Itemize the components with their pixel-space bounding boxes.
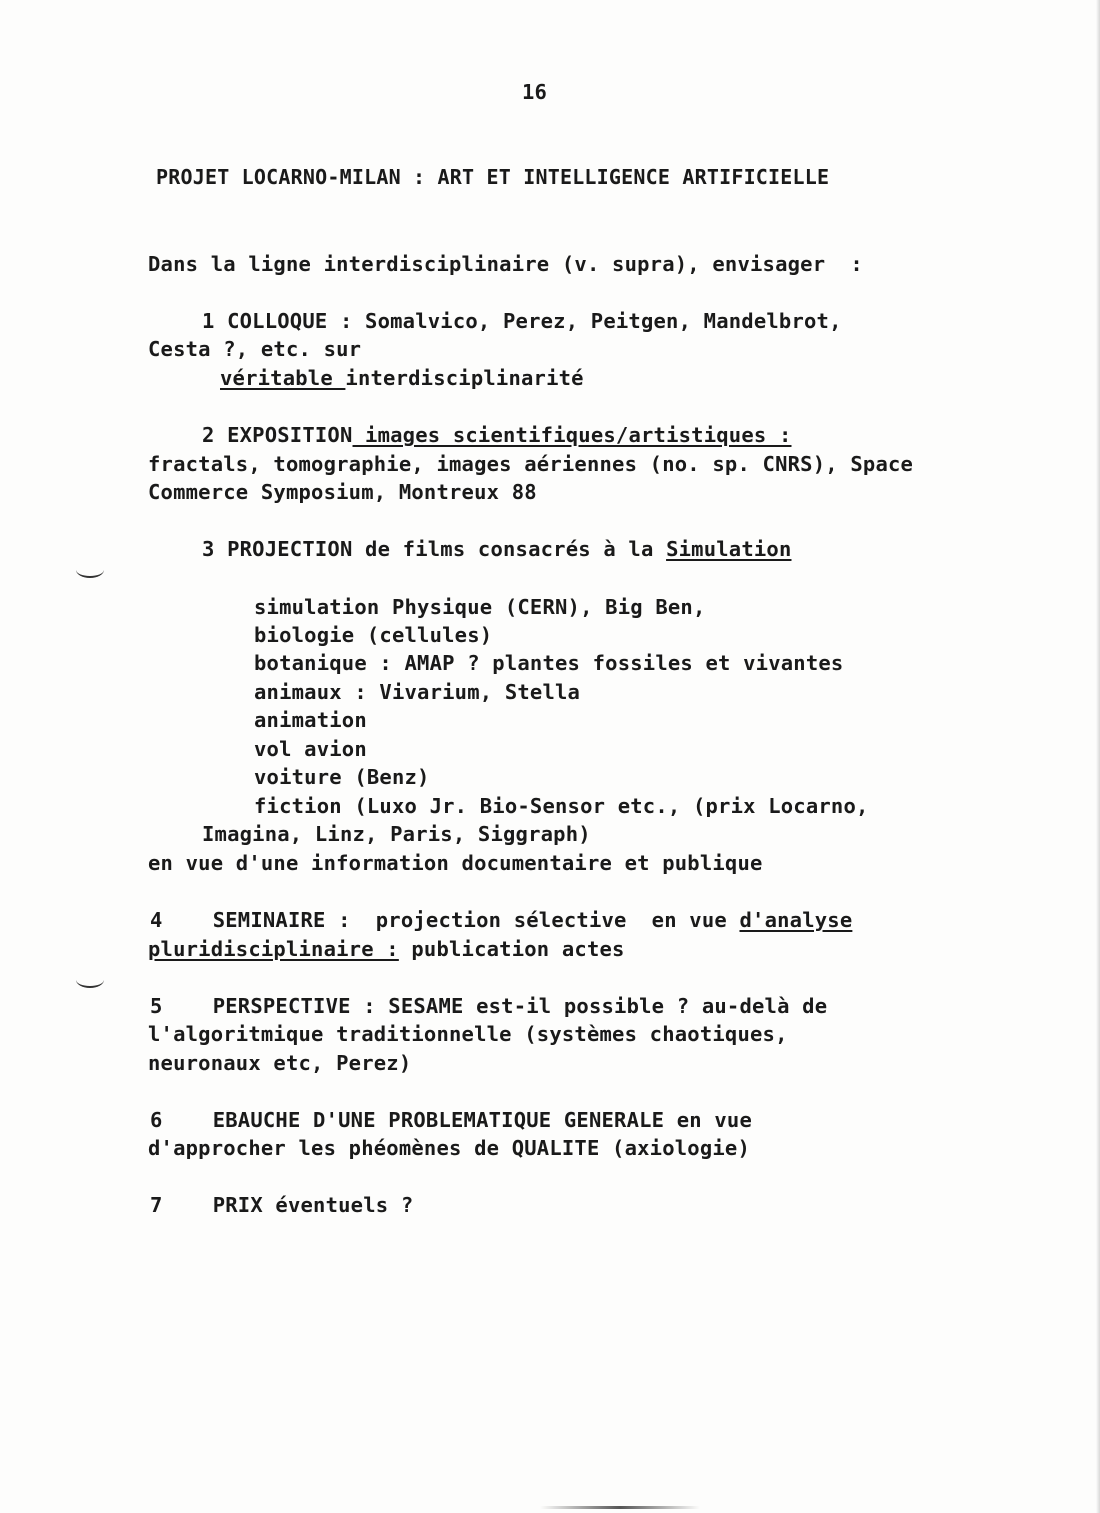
item3-tail: en vue d'une information documentaire et publique [148,851,763,875]
item1-line1: 1 COLLOQUE : Somalvico, Perez, Peitgen, Mandelbrot, [202,309,842,333]
page-number: 16 [522,80,548,104]
film-list-item: biologie (cellules) [254,623,493,647]
film-list-item: voiture (Benz) [254,765,430,789]
item1-underlined: véritable [220,366,346,390]
item4-line1-text: 4 SEMINAIRE : projection sélective en vue [150,908,740,932]
item6-line1: 6 EBAUCHE D'UNE PROBLEMATIQUE GENERALE en vue [150,1108,753,1132]
film-list-item: animaux : Vivarium, Stella [254,680,581,704]
film-list-item: fiction (Luxo Jr. Bio-Sensor etc., (prix Locarno, [254,794,869,818]
item3-line1 [202,535,791,563]
punch-hole-mark [76,972,104,988]
film-list-item: botanique : AMAP ? plantes fossiles et vivantes [254,651,844,675]
item5-line1: 5 PERSPECTIVE : SESAME est-il possible ? au-delà de [150,994,828,1018]
punch-hole-mark [76,562,104,578]
item2-line1 [202,421,792,449]
item3-underlined: Simulation [666,537,792,561]
item7-line1: 7 PRIX éventuels ? [150,1193,414,1217]
item2-line3: Commerce Symposium, Montreux 88 [148,480,537,504]
item1-line3-text: interdisciplinarité [345,366,584,390]
item4-line2 [148,935,625,963]
item4-line2-text: publication actes [398,937,625,961]
film-list-item: animation [254,708,367,732]
item1-line2: Cesta ?, etc. sur [148,337,362,361]
item4-underlined-1: d'analyse [739,908,853,932]
item2-line2: fractals, tomographie, images aériennes (no. sp. CNRS), Space [148,452,914,476]
page-edge-shadow [1096,0,1100,1513]
item2-underlined: images scientifiques/artistiques : [352,423,792,447]
bottom-edge-mark [540,1506,700,1509]
item5-line2: l'algoritmique traditionnelle (systèmes chaotiques, [148,1022,788,1046]
intro-text: Dans la ligne interdisciplinaire (v. supra), envisager : [148,252,863,276]
film-list-item: vol avion [254,737,367,761]
item5-line3: neuronaux etc, Perez) [148,1051,412,1075]
item4-underlined-2: pluridisciplinaire : [148,937,399,961]
item1-line3 [220,364,584,392]
film-list-item: simulation Physique (CERN), Big Ben, [254,595,706,619]
item6-line2: d'approcher les phéomènes de QUALITE (axiologie) [148,1136,751,1160]
item4-line1 [150,906,852,934]
film-list-continuation: Imagina, Linz, Paris, Siggraph) [202,822,591,846]
document-title: PROJET LOCARNO-MILAN : ART ET INTELLIGENCE ARTIFICIELLE [156,165,830,189]
item2-head: 2 EXPOSITION [202,423,353,447]
item3-head: 3 PROJECTION de films consacrés à la [202,537,667,561]
